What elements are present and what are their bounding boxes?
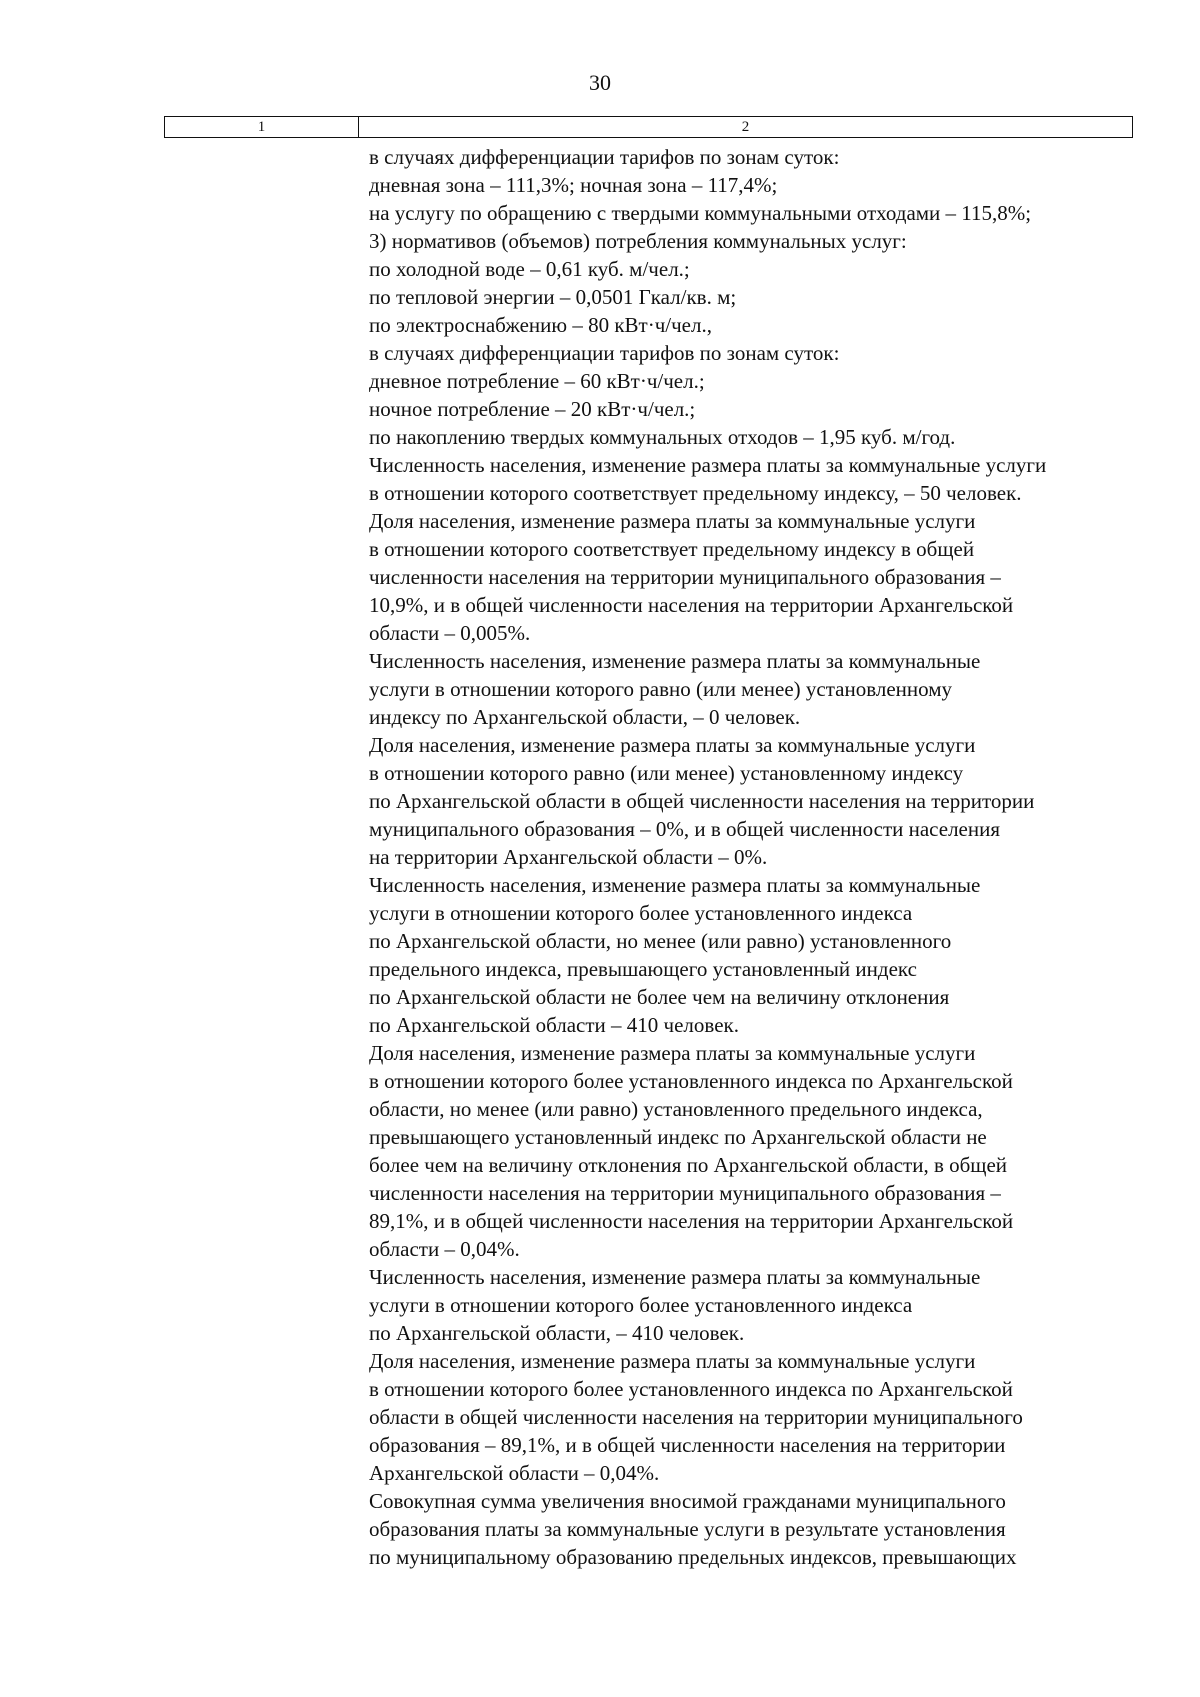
text-line: Совокупная сумма увеличения вносимой гражданами муниципального	[369, 1489, 1006, 1513]
text-line: численности населения на территории муниципального образования –	[369, 565, 1001, 589]
text-line: Доля населения, изменение размера платы за коммунальные услуги	[369, 1349, 976, 1373]
text-line: 10,9%, и в общей численности населения на территории Архангельской	[369, 593, 1014, 617]
text-line: Численность населения, изменение размера платы за коммунальные услуги	[369, 453, 1047, 477]
table-header-row	[164, 116, 1133, 138]
text-line: превышающего установленный индекс по Архангельской области не	[369, 1125, 987, 1149]
text-line: в случаях дифференциации тарифов по зонам суток:	[369, 341, 840, 365]
text-line: области – 0,04%.	[369, 1237, 520, 1261]
text-line: индексу по Архангельской области, – 0 человек.	[369, 705, 801, 729]
text-line: услуги в отношении которого более установленного индекса	[369, 1293, 913, 1317]
text-line: образования – 89,1%, и в общей численности населения на территории	[369, 1433, 1006, 1457]
text-line: области в общей численности населения на территории муниципального	[369, 1405, 1023, 1429]
text-line: в случаях дифференциации тарифов по зонам суток:	[369, 145, 840, 169]
text-line: 89,1%, и в общей численности населения на территории Архангельской	[369, 1209, 1014, 1233]
text-line: ночное потребление – 20 кВт·ч/чел.;	[369, 397, 696, 421]
text-line: Доля населения, изменение размера платы за коммунальные услуги	[369, 1041, 976, 1065]
text-line: Численность населения, изменение размера платы за коммунальные	[369, 1265, 981, 1289]
text-line: численности населения на территории муниципального образования –	[369, 1181, 1001, 1205]
text-line: на услугу по обращению с твердыми коммунальными отходами – 115,8%;	[369, 201, 1032, 225]
page-number: 30	[589, 70, 611, 95]
text-line: более чем на величину отклонения по Архангельской области, в общей	[369, 1153, 1008, 1177]
text-line: 3) нормативов (объемов) потребления коммунальных услуг:	[369, 229, 907, 253]
text-line: в отношении которого равно (или менее) установленному индексу	[369, 761, 964, 785]
text-line: дневная зона – 111,3%; ночная зона – 117,4%;	[369, 173, 778, 197]
text-line: по Архангельской области не более чем на величину отклонения	[369, 985, 950, 1009]
text-line: Численность населения, изменение размера платы за коммунальные	[369, 649, 981, 673]
text-line: по Архангельской области – 410 человек.	[369, 1013, 739, 1037]
text-line: по тепловой энергии – 0,0501 Гкал/кв. м;	[369, 285, 737, 309]
text-line: по электроснабжению – 80 кВт·ч/чел.,	[369, 313, 712, 337]
text-line: предельного индекса, превышающего установленный индекс	[369, 957, 917, 981]
text-line: Численность населения, изменение размера платы за коммунальные	[369, 873, 981, 897]
text-line: на территории Архангельской области – 0%.	[369, 845, 768, 869]
text-line: по Архангельской области в общей численности населения на территории	[369, 789, 1035, 813]
text-line: образования платы за коммунальные услуги в результате установления	[369, 1517, 1006, 1541]
text-line: по холодной воде – 0,61 куб. м/чел.;	[369, 257, 690, 281]
text-line: услуги в отношении которого более установленного индекса	[369, 901, 913, 925]
text-line: по Архангельской области, – 410 человек.	[369, 1321, 745, 1345]
text-line: в отношении которого более установленного индекса по Архангельской	[369, 1377, 1013, 1401]
column-number-1: 1	[165, 117, 359, 137]
text-line: в отношении которого соответствует предельному индексу, – 50 человек.	[369, 481, 1022, 505]
document-body-text	[369, 143, 1159, 1571]
text-line: услуги в отношении которого равно (или менее) установленному	[369, 677, 953, 701]
text-line: муниципального образования – 0%, и в общей численности населения	[369, 817, 1001, 841]
text-line: по муниципальному образованию предельных индексов, превышающих	[369, 1545, 1017, 1569]
text-line: по накоплению твердых коммунальных отходов – 1,95 куб. м/год.	[369, 425, 956, 449]
text-line: по Архангельской области, но менее (или равно) установленного	[369, 929, 952, 953]
column-number-2: 2	[741, 119, 750, 135]
text-line: дневное потребление – 60 кВт·ч/чел.;	[369, 369, 705, 393]
text-line: Доля населения, изменение размера платы за коммунальные услуги	[369, 733, 976, 757]
text-line: области, но менее (или равно) установленного предельного индекса,	[369, 1097, 983, 1121]
text-line: в отношении которого более установленного индекса по Архангельской	[369, 1069, 1013, 1093]
text-line: Архангельской области – 0,04%.	[369, 1461, 660, 1485]
text-line: Доля населения, изменение размера платы за коммунальные услуги	[369, 509, 976, 533]
text-line: в отношении которого соответствует предельному индексу в общей	[369, 537, 975, 561]
text-line: области – 0,005%.	[369, 621, 531, 645]
